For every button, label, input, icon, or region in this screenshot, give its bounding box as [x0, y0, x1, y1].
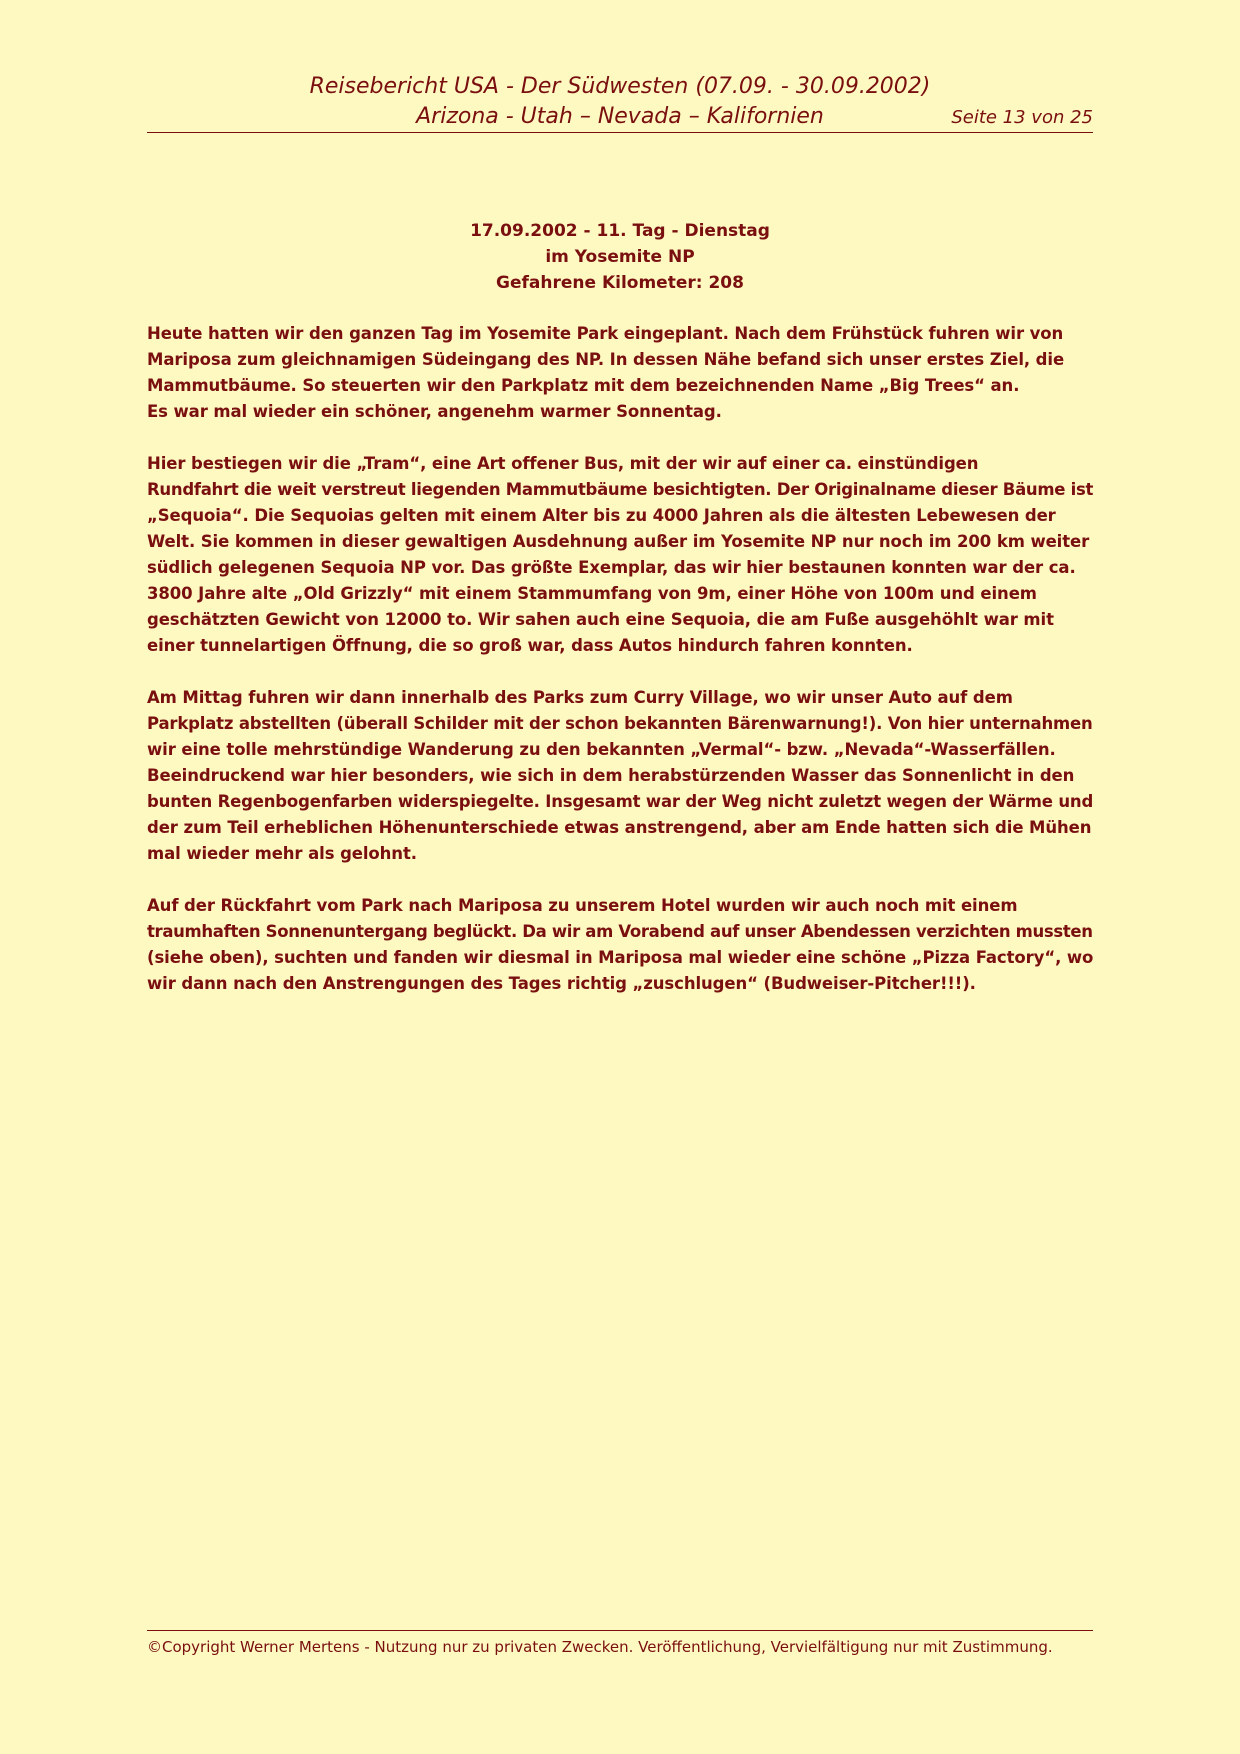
page-footer — [147, 1630, 1093, 1659]
text-line: wir dann nach den Anstrengungen des Tages richtig „zuschlugen“ (Budweiser-Pitcher!!!). — [147, 974, 976, 993]
text-line: Auf der Rückfahrt vom Park nach Mariposa zu unserem Hotel wurden wir auch noch mit einem — [147, 896, 1018, 915]
day-heading — [147, 218, 1093, 296]
text-line: der zum Teil erheblichen Höhenunterschiede etwas anstrengend, aber am Ende hatten sich die Mühen — [147, 818, 1092, 837]
text-line: (siehe oben), suchten und fanden wir diesmal in Mariposa mal wieder eine schöne „Pizza Factory“, wo — [147, 948, 1094, 967]
text-line: Rundfahrt die weit verstreut liegenden Mammutbäume besichtigten. Der Originalname dieser Bäume ist — [147, 480, 1094, 499]
day-date-line: 17.09.2002 - 11. Tag - Dienstag — [470, 221, 770, 241]
text-line: wir eine tolle mehrstündige Wanderung zu den bekannten „Vermal“- bzw. „Nevada“-Wasserfällen. — [147, 740, 1056, 759]
text-line: Welt. Sie kommen in dieser gewaltigen Ausdehnung außer im Yosemite NP nur noch im 200 km weiter — [147, 532, 1090, 551]
report-body — [147, 321, 1093, 1023]
text-line: Hier bestiegen wir die „Tram“, eine Art offener Bus, mit der wir auf einer ca. einstündigen — [147, 454, 979, 473]
header-subtitle-row — [147, 102, 1093, 133]
text-line: südlich gelegenen Sequoia NP vor. Das größte Exemplar, das wir hier bestaunen konnten war der ca. — [147, 558, 1076, 577]
text-line: bunten Regenbogenfarben widerspiegelte. Insgesamt war der Weg nicht zuletzt wegen der Wärme und — [147, 792, 1094, 811]
report-subtitle: Arizona - Utah – Nevada – Kalifornien — [416, 104, 824, 129]
paragraph-waterfall-hike — [147, 685, 1093, 867]
text-line: Parkplatz abstellten (überall Schilder mit der schon bekannten Bärenwarnung!). Von hier unternahmen — [147, 714, 1093, 733]
page-header — [147, 72, 1093, 133]
day-distance-line: Gefahrene Kilometer: 208 — [496, 273, 744, 293]
paragraph-return-trip — [147, 893, 1093, 997]
page-number: Seite 13 von 25 — [951, 107, 1093, 128]
text-line: Mammutbäume. So steuerten wir den Parkplatz mit dem bezeichnenden Name „Big Trees“ an. — [147, 376, 1020, 395]
text-line: Mariposa zum gleichnamigen Südeingang des NP. In dessen Nähe befand sich unser erstes Ziel, die — [147, 350, 1065, 369]
day-location-line: im Yosemite NP — [545, 247, 695, 267]
text-line: 3800 Jahre alte „Old Grizzly“ mit einem Stammumfang von 9m, einer Höhe von 100m und einem — [147, 584, 1037, 603]
report-title: Reisebericht USA - Der Südwesten (07.09. - 30.09.2002) — [309, 74, 931, 99]
text-line: Beeindruckend war hier besonders, wie sich in dem herabstürzenden Wasser das Sonnenlicht in den — [147, 766, 1075, 785]
text-line: Es war mal wieder ein schöner, angenehm warmer Sonnentag. — [147, 402, 722, 421]
text-line: Heute hatten wir den ganzen Tag im Yosemite Park eingeplant. Nach dem Frühstück fuhren wir von — [147, 324, 1064, 343]
paragraph-yosemite-arrival — [147, 321, 1093, 425]
text-line: mal wieder mehr als gelohnt. — [147, 844, 417, 863]
text-line: traumhaften Sonnenuntergang beglückt. Da wir am Vorabend auf unser Abendessen verzichten mussten — [147, 922, 1093, 941]
text-line: „Sequoia“. Die Sequoias gelten mit einem Alter bis zu 4000 Jahren als die ältesten Lebewesen der — [147, 506, 1056, 525]
copyright-notice: ©Copyright Werner Mertens - Nutzung nur zu privaten Zwecken. Veröffentlichung, Vervielfältigung nur mit Zustimmung. — [147, 1638, 1053, 1656]
text-line: einer tunnelartigen Öffnung, die so groß war, dass Autos hindurch fahren konnten. — [147, 636, 913, 655]
text-line: geschätzten Gewicht von 12000 to. Wir sahen auch eine Sequoia, die am Fuße ausgehöhlt war mit — [147, 610, 1054, 629]
text-line: Am Mittag fuhren wir dann innerhalb des Parks zum Curry Village, wo wir unser Auto auf dem — [147, 688, 1013, 707]
paragraph-sequoia-tram — [147, 451, 1093, 659]
